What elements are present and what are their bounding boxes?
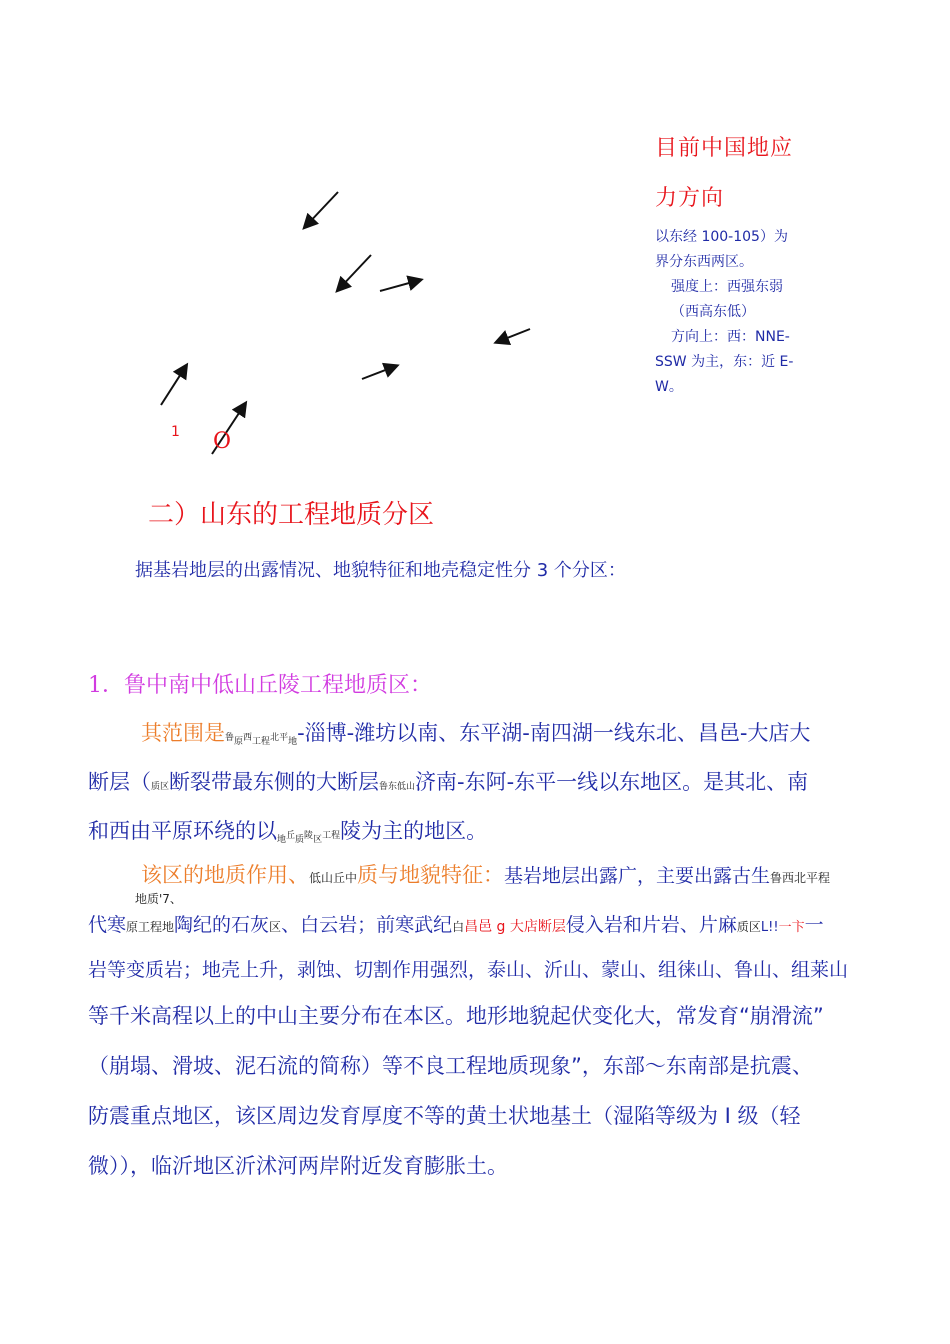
stress-arrow — [380, 280, 420, 291]
zone1-p2-line5: （崩塌、滑坡、泥石流的简称）等不良工程地质现象”，东部〜东南部是抗震、 — [88, 1054, 813, 1078]
tiny-text: 西 — [243, 733, 253, 743]
red-annotation: 一卞 — [778, 920, 805, 935]
body-text: 济南-东阿-东平一线以东地区。是其北、南 — [415, 770, 809, 794]
features-label: 质与地貌特征： — [357, 863, 505, 887]
body-text: 断裂带最东侧的大断层 — [169, 770, 380, 794]
stress-panel-title-2: 力方向 — [655, 186, 725, 211]
zone1-p2-line6: 防震重点地区，该区周边发育厚度不等的黄土状地基土（湿陷等级为 I 级（轻 — [88, 1104, 801, 1128]
body-text: 侵入岩和片岩、片麻 — [565, 914, 737, 936]
stress-arrow — [497, 329, 530, 342]
body-text: 、白云岩；前寒武纪 — [281, 914, 453, 936]
figure-label-1: 1 — [171, 424, 180, 440]
tiny-text: 北平 — [270, 733, 289, 743]
tiny-text: 区 — [313, 835, 323, 845]
body-text: 基岩地层出露广，主要出露古生 — [504, 865, 771, 887]
stress-panel — [655, 133, 835, 400]
section-intro: 据基岩地层的出露情况、地貌特征和地壳稳定性分 3 个分区： — [135, 560, 626, 581]
tiny-text: 质区 — [736, 920, 761, 934]
zone1-p2-line1 — [88, 860, 908, 893]
tiny-text: 区 — [269, 920, 282, 934]
tiny-text: 工程 — [322, 831, 341, 841]
stress-arrow — [161, 366, 186, 405]
stress-panel-text-1: 以东经 100-105）为 — [655, 229, 788, 245]
zone1-p2-line7: 微）），临沂地区沂沭河两岸附近发育膨胀土。 — [88, 1154, 508, 1178]
stress-panel-text-3: 强度上：西强东弱 — [671, 279, 783, 295]
body-text: 和西由平原环绕的以 — [88, 819, 277, 843]
stress-arrow-figure — [140, 180, 560, 470]
scope-label: 其范围是 — [141, 721, 225, 745]
stress-panel-text-4: （西高东低） — [671, 304, 755, 320]
zone1-p1-line3 — [88, 816, 908, 855]
body-text: 陶纪的石灰 — [174, 914, 270, 936]
stress-arrow — [338, 255, 371, 290]
figure-label-o: O — [213, 429, 232, 454]
tiny-text: 地 — [288, 737, 298, 747]
features-label: 该区的地质作用、 — [141, 863, 309, 887]
zone1-p2-line4: 等千米高程以上的中山主要分布在本区。地形地貌起伏变化大，常发育“崩滑流” — [88, 1004, 824, 1028]
tiny-text: 白 — [452, 920, 465, 934]
zone1-heading: 1．鲁中南中低山丘陵工程地质区： — [88, 673, 432, 698]
body-text: 陵为主的地区。 — [340, 819, 488, 843]
red-annotation: 昌邑 g 大店断层 — [464, 919, 566, 935]
body-text: 一 — [804, 914, 824, 936]
tiny-text: 原工程地 — [126, 920, 175, 934]
zone1-p2-line2 — [88, 910, 908, 943]
tiny-text: 低山丘中 — [309, 871, 358, 885]
tiny-text: 原 — [234, 737, 244, 747]
tiny-text: 鲁西北平程 — [770, 871, 831, 885]
tiny-text: 工程 — [252, 737, 271, 747]
stress-panel-text-6: SSW 为主，东：近 E- — [655, 354, 794, 370]
stress-panel-title-1: 目前中国地应 — [655, 136, 794, 161]
tiny-text: 陵 — [304, 831, 314, 841]
tiny-text: 鲁东低山 — [379, 782, 416, 792]
stress-panel-text-2: 界分东西两区。 — [655, 254, 753, 270]
body-text: 代寒 — [88, 914, 127, 936]
zone1-p1-line1 — [88, 718, 908, 757]
stress-arrow — [362, 366, 396, 379]
body-text: 断层（ — [88, 770, 151, 794]
tiny-text: 鲁 — [225, 733, 235, 743]
tiny-text: 质 — [295, 835, 305, 845]
stress-panel-text-5: 方向上：西：NNE- — [671, 329, 790, 345]
stress-arrow — [305, 192, 338, 227]
tiny-text: 地 — [277, 835, 287, 845]
tiny-text: L!! — [760, 920, 779, 935]
tiny-text: 质区 — [151, 782, 170, 792]
body-text: -淄博-潍坊以南、东平湖-南四湖一线东北、昌邑-大店大 — [297, 721, 811, 745]
tiny-text: 丘 — [286, 831, 296, 841]
zone1-p2-line3: 岩等变质岩；地壳上升，剥蚀、切割作用强烈，泰山、沂山、蒙山、组徕山、鲁山、组莱山 — [88, 959, 849, 981]
stress-panel-text-7: W。 — [655, 379, 683, 395]
zone1-p1-line2 — [88, 767, 908, 802]
tiny-text: 地质'7、 — [135, 892, 182, 906]
section-heading: 二）山东的工程地质分区 — [148, 500, 435, 530]
